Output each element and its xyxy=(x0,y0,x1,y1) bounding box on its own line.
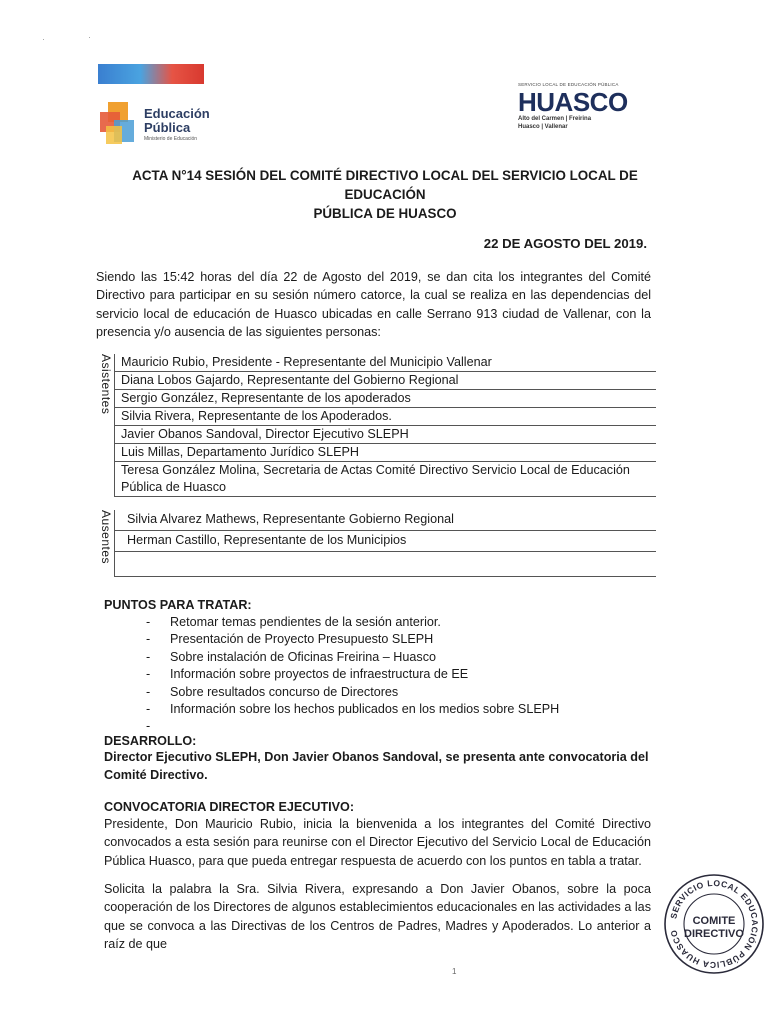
ausentes-table xyxy=(96,510,656,577)
asistente-row: Diana Lobos Gajardo, Representante del Gobierno Regional xyxy=(115,372,657,390)
puntos-heading: PUNTOS PARA TRATAR: xyxy=(104,598,252,612)
logo-color-bar xyxy=(98,64,204,84)
logo-right-sub1: Alto del Carmen | Freirina xyxy=(518,116,592,122)
title-line2: PÚBLICA DE HUASCO xyxy=(313,206,457,221)
convocatoria-heading: CONVOCATORIA DIRECTOR EJECUTIVO: xyxy=(104,800,355,814)
list-item: - Información sobre proyectos de infraestructura de EE xyxy=(146,667,469,682)
asistente-row: Teresa González Molina, Secretaria de Actas Comité Directivo Servicio Local de Educación Pública de Huasco xyxy=(115,462,657,497)
logo-text-line1: Educación xyxy=(144,106,210,121)
ausentes-side xyxy=(96,510,115,576)
logo-right-name: HUASCO xyxy=(518,87,628,117)
asistentes-table xyxy=(96,354,656,497)
asistentes-side xyxy=(96,354,115,497)
asistente-row: Javier Obanos Sandoval, Director Ejecutivo SLEPH xyxy=(115,426,657,444)
logo-right-top: SERVICIO LOCAL DE EDUCACIÓN PÚBLICA xyxy=(518,82,619,87)
ausentes-label: Ausentes xyxy=(99,510,113,565)
ausente-row: Herman Castillo, Representante de los Municipios xyxy=(115,530,657,551)
title-line1: ACTA N°14 SESIÓN DEL COMITÉ DIRECTIVO LOCAL DEL SERVICIO LOCAL DE EDUCACIÓN xyxy=(132,168,638,202)
document-date: 22 DE AGOSTO DEL 2019. xyxy=(483,236,647,251)
asistentes-label: Asistentes xyxy=(99,354,113,415)
stamp-center-line2: DIRECTIVO xyxy=(684,928,744,940)
list-item-text: Retomar temas pendientes de la sesión anterior. xyxy=(170,615,441,629)
list-item-text: Sobre instalación de Oficinas Freirina – Huasco xyxy=(170,649,436,664)
list-item: - Presentación de Proyecto Presupuesto SLEPH xyxy=(146,632,434,647)
list-item: - Sobre resultados concurso de Directores xyxy=(146,684,399,699)
asistente-row: Luis Millas, Departamento Jurídico SLEPH xyxy=(115,444,657,462)
stamp-ring-text: SERVICIO LOCAL EDUCACIÓN PÚBLICA HUASCO xyxy=(668,877,761,971)
list-item-text: Información sobre proyectos de infraestructura de EE xyxy=(170,667,469,682)
list-item: - Retomar temas pendientes de la sesión anterior. xyxy=(146,615,441,629)
ausente-row: Silvia Alvarez Mathews, Representante Gobierno Regional xyxy=(115,510,657,530)
logo-right-sub2: Huasco | Vallenar xyxy=(518,124,568,130)
stamp-center-line1: COMITE xyxy=(692,915,736,927)
page-number: 1 xyxy=(452,967,457,976)
ausente-row xyxy=(115,551,657,576)
comite-directivo-stamp xyxy=(662,872,766,976)
scan-mark: · xyxy=(42,34,45,44)
scan-mark: · xyxy=(88,32,91,42)
list-item: - Información sobre los hechos publicados en los medios sobre SLEPH xyxy=(146,702,560,717)
list-item-text: Sobre resultados concurso de Directores xyxy=(170,684,399,699)
list-item-text: Información sobre los hechos publicados en los medios sobre SLEPH xyxy=(170,702,560,717)
solicita-paragraph: Solicita la palabra la Sra. Silvia Rivera, expresando a Don Javier Obanos, sobre la poca cooperación de los Directores de algunos establecimientos educacionales en las actividades a las que se convoca a las Directivas de los Centros de Padres, Madres y Apoderados. Lo anterior a raíz de que xyxy=(104,882,651,952)
logo-text-line2: Pública xyxy=(144,120,191,135)
puntos-list: - Retomar temas pendientes de la sesión anterior. - Presentación de Proyecto Presupuesto SLEPH - Sobre instalación de Oficinas Freirina – Huasco - Información sobre proyectos de infraestructura de EE - Sobre resultados concurso de Directores - Información sobre los hechos publicados en los medios sobre SLEPH - xyxy=(104,614,624,718)
desarrollo-heading: DESARROLLO: xyxy=(104,734,197,748)
convocatoria-text: Presidente, Don Mauricio Rubio, inicia la bienvenida a los integrantes del Comité Directivo convocados a esta sesión para reunirse con el Director Ejecutivo del Servicio Local de Educación Pública Huasco, para que pueda entregar respuesta de acuerdo con los puntos en tabla a tratar. xyxy=(104,817,651,868)
asistente-row: Mauricio Rubio, Presidente - Representante del Municipio Vallenar xyxy=(115,354,657,372)
list-item: - Sobre instalación de Oficinas Freirina – Huasco xyxy=(146,649,436,664)
asistente-row: Silvia Rivera, Representante de los Apoderados. xyxy=(115,408,657,426)
logo-mark-icon xyxy=(98,100,138,146)
document-title xyxy=(96,166,674,223)
logo-text-line3: Ministerio de Educación xyxy=(144,136,198,142)
desarrollo-text: Director Ejecutivo SLEPH, Don Javier Obanos Sandoval, se presenta ante convocatoria del Comité Directivo. xyxy=(104,750,649,783)
slep-huasco-logo xyxy=(518,82,658,152)
intro-paragraph: Siendo las 15:42 horas del día 22 de Agosto del 2019, se dan cita los integrantes del Comité Directivo para participar en su sesión número catorce, la cual se realiza en las dependencias del servicio local de educación de Huasco ubicadas en calle Serrano 913 ciudad de Vallenar, con la presencia y/o ausencia de las siguientes personas: xyxy=(96,270,651,340)
asistente-row: Sergio González, Representante de los apoderados xyxy=(115,390,657,408)
list-item-text: Presentación de Proyecto Presupuesto SLEPH xyxy=(170,632,434,647)
educacion-publica-logo xyxy=(98,64,278,154)
